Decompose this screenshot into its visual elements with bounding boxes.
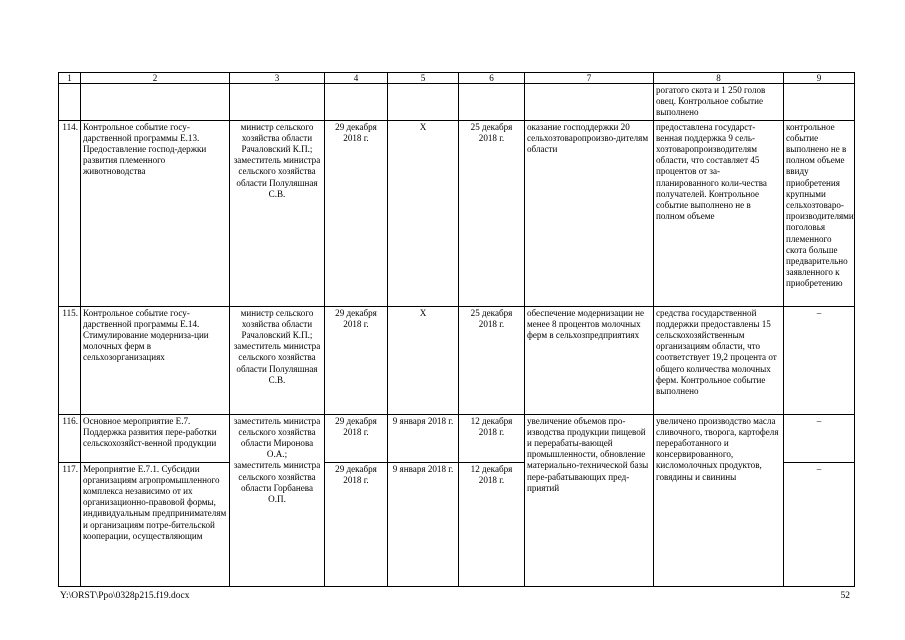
page-number: 52	[840, 591, 850, 601]
header-cell: 8	[654, 73, 784, 84]
responsible	[230, 84, 325, 121]
header-cell: 5	[388, 73, 459, 84]
actual-date: 12 декабря 2018 г.	[459, 462, 525, 586]
problems	[784, 84, 855, 121]
planned-date: 29 декабря 2018 г.	[325, 306, 388, 414]
achieved-result: средства государственной поддержки предоставлены 15 сельскохозяйственным организациям области, что соответствует 19,2 процента от общего количества молочных ферм. Контрольное событие выполнено	[654, 306, 784, 414]
header-cell: 4	[325, 73, 388, 84]
table-row	[59, 414, 855, 462]
responsible-text: заместитель министра сельского хозяйства области Миронова О.А.;	[233, 415, 321, 460]
row-number: 117.	[59, 462, 81, 586]
header-cell: 3	[230, 73, 325, 84]
event-name: Контрольное событие госу-дарственной программы Е.14. Стимулирование модерниза-ции молочных ферм в сельхозорганизациях	[81, 306, 230, 414]
start-date: Х	[388, 120, 459, 306]
problems: –	[784, 306, 855, 414]
actual-date	[459, 84, 525, 121]
expected-result	[525, 414, 654, 586]
event-name	[81, 84, 230, 121]
achieved-result	[654, 414, 784, 586]
achieved-result-text: консервированного, кисломолочных продуктов, говядины и свинины	[656, 449, 762, 482]
responsible: министр сельского хозяйства области Рачаловский К.П.; заместитель министра сельского хозяйства области Полуляшная С.В.	[230, 120, 325, 306]
header-cell: 7	[525, 73, 654, 84]
event-name: Мероприятие Е.7.1. Субсидии организациям агропромышленного комплекса независимо от их организационно-правовой формы, индивидуальным предпринимателям и организациям потре-бительской кооперации, осуществляющим	[81, 462, 230, 586]
expected-result-text: увеличение объемов про-изводства продукции пищевой и перерабаты-вающей промышленности,	[527, 415, 646, 460]
responsible: министр сельского хозяйства области Рачаловский К.П.; заместитель министра сельского хозяйства области Полуляшная С.В.	[230, 306, 325, 414]
problems: –	[784, 414, 855, 462]
achieved-result: рогатого скота и 1 250 голов овец. Контрольное событие выполнено	[654, 84, 784, 121]
planned-date: 29 декабря 2018 г.	[325, 414, 388, 462]
start-date	[388, 84, 459, 121]
header-cell: 9	[784, 73, 855, 84]
expected-result	[525, 84, 654, 121]
problems: контрольное событие выполнено не в полном объеме ввиду приобретения крупными сельхозтоваро-производителями поголовья племенного скота больше предварительно заявленного к приобретению	[784, 120, 855, 306]
expected-result: обеспечение модернизации не менее 8 процентов молочных ферм в сельхозпредприятиях	[525, 306, 654, 414]
planned-date: 29 декабря 2018 г.	[325, 120, 388, 306]
start-date: Х	[388, 306, 459, 414]
row-number: 114.	[59, 120, 81, 306]
expected-result-text: обновление материально-технической базы пере-рабатывающих пред-приятий	[527, 449, 649, 493]
table-row	[59, 120, 855, 306]
achieved-result: предоставлена государст-венная поддержка 9 сель-хозтоваропроизводителям области, что составляет 45 процентов от за-планированного коли-чества получателей. Контрольное событие выполнено не в полном объеме	[654, 120, 784, 306]
table-row	[59, 84, 855, 121]
row-number: 116.	[59, 414, 81, 462]
event-name: Основное мероприятие Е.7. Поддержка развития пере-работки сельскохозяйст-венной продукции	[81, 414, 230, 462]
responsible	[230, 414, 325, 586]
report-table	[58, 72, 855, 587]
problems: –	[784, 462, 855, 586]
row-number: 115.	[59, 306, 81, 414]
responsible-text: заместитель министра сельского хозяйства области Горбанева О.П.	[233, 460, 321, 505]
planned-date	[325, 84, 388, 121]
table-row	[59, 306, 855, 414]
header-cell: 6	[459, 73, 525, 84]
actual-date: 25 декабря 2018 г.	[459, 120, 525, 306]
achieved-result-text: увеличено производство масла сливочного, творога, картофеля переработанного и	[656, 415, 779, 449]
file-path: Y:\ORST\Ppo\0328p215.f19.docx	[60, 591, 190, 601]
actual-date: 25 декабря 2018 г.	[459, 306, 525, 414]
planned-date: 29 декабря 2018 г.	[325, 462, 388, 586]
header-cell: 1	[59, 73, 81, 84]
event-name: Контрольное событие госу-дарственной программы Е.13. Предоставление господ-держки развития племенного животноводства	[81, 120, 230, 306]
header-row	[59, 73, 855, 84]
actual-date: 12 декабря 2018 г.	[459, 414, 525, 462]
start-date: 9 января 2018 г.	[388, 462, 459, 586]
header-cell: 2	[81, 73, 230, 84]
expected-result: оказание господдержки 20 сельхозтоваропроизво-дителям области	[525, 120, 654, 306]
start-date: 9 января 2018 г.	[388, 414, 459, 462]
row-number	[59, 84, 81, 121]
